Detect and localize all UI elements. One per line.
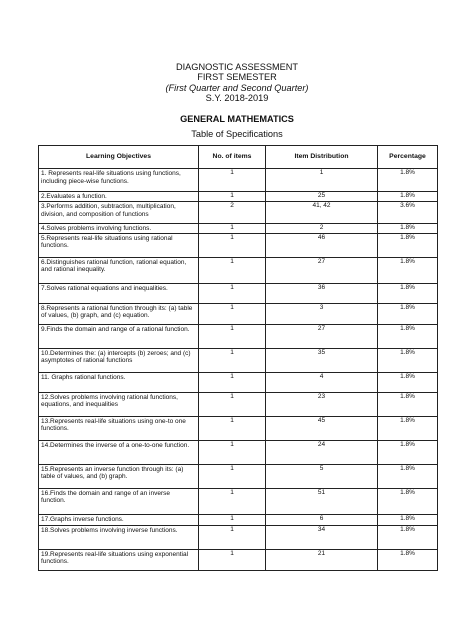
objective-cell: 8.Represents a rational function through its: (a) table of values, (b) graph, and (c) equation. [39, 303, 199, 324]
objective-cell: 10.Determines the: (a) intercepts (b) zeroes; and (c) asymptotes of rational functions [39, 348, 199, 372]
header-line-1: DIAGNOSTIC ASSESSMENT [175, 62, 298, 72]
percentage-cell: 1.8% [378, 464, 438, 488]
percentage-cell: 1.8% [378, 192, 438, 202]
distribution-cell: 25 [266, 192, 378, 202]
table-title: Table of Specifications [191, 129, 283, 139]
objective-cell: 17.Graphs inverse functions. [39, 514, 199, 525]
items-cell: 1 [199, 224, 266, 234]
header-line-2: FIRST SEMESTER [197, 72, 277, 83]
items-cell: 1 [199, 416, 266, 440]
objective-cell: 16.Finds the domain and range of an inverse function. [39, 488, 199, 514]
objective-cell: 6.Distinguishes rational function, rational equation, and rational inequality. [39, 257, 199, 283]
table-row [39, 392, 438, 416]
distribution-cell: 21 [266, 549, 378, 570]
table-row [39, 233, 438, 257]
distribution-cell: 23 [266, 392, 378, 416]
distribution-cell: 34 [266, 525, 378, 549]
document-header [0, 62, 474, 104]
subject-title: GENERAL MATHEMATICS [180, 114, 294, 124]
table-header-row [39, 146, 438, 169]
column-header-items: No. of items [199, 146, 266, 169]
items-cell: 1 [199, 169, 266, 192]
distribution-cell: 5 [266, 464, 378, 488]
items-cell: 1 [199, 464, 266, 488]
items-cell: 1 [199, 488, 266, 514]
percentage-cell: 1.8% [378, 169, 438, 192]
percentage-cell: 1.8% [378, 416, 438, 440]
table-row [39, 303, 438, 324]
percentage-cell: 1.8% [378, 257, 438, 283]
objective-cell: 15.Represents an inverse function through its: (a) table of values, and (b) graph. [39, 464, 199, 488]
distribution-cell: 6 [266, 514, 378, 525]
items-cell: 2 [199, 202, 266, 224]
column-header-distribution: Item Distribution [266, 146, 378, 169]
distribution-cell: 4 [266, 372, 378, 392]
items-cell: 1 [199, 283, 266, 303]
items-cell: 1 [199, 257, 266, 283]
objective-cell: 18.Solves problems involving inverse functions. [39, 525, 199, 549]
items-cell: 1 [199, 372, 266, 392]
table-row [39, 348, 438, 372]
distribution-cell: 51 [266, 488, 378, 514]
objective-cell: 11. Graphs rational functions. [39, 372, 199, 392]
objective-cell: 9.Finds the domain and range of a rational function. [39, 324, 199, 348]
items-cell: 1 [199, 324, 266, 348]
percentage-cell: 1.8% [378, 372, 438, 392]
percentage-cell: 1.8% [378, 348, 438, 372]
table-row [39, 283, 438, 303]
table-row [39, 372, 438, 392]
percentage-cell: 3.6% [378, 202, 438, 224]
items-cell: 1 [199, 348, 266, 372]
objective-cell: 4.Solves problems involving functions. [39, 224, 199, 234]
distribution-cell: 46 [266, 233, 378, 257]
objective-cell: 14.Determines the inverse of a one-to-one function. [39, 440, 199, 464]
items-cell: 1 [199, 525, 266, 549]
items-cell: 1 [199, 549, 266, 570]
distribution-cell: 41, 42 [266, 202, 378, 224]
table-row [39, 440, 438, 464]
table-row [39, 416, 438, 440]
objective-cell: 5.Represents real-life situations using rational functions. [39, 233, 199, 257]
table-row [39, 202, 438, 224]
objective-cell: 12.Solves problems involving rational functions, equations, and inequalities [39, 392, 199, 416]
distribution-cell: 45 [266, 416, 378, 440]
distribution-cell: 2 [266, 224, 378, 234]
column-header-percentage: Percentage [378, 146, 438, 169]
percentage-cell: 1.8% [378, 514, 438, 525]
objective-cell: 2.Evaluates a function. [39, 192, 199, 202]
distribution-cell: 36 [266, 283, 378, 303]
percentage-cell: 1.8% [378, 525, 438, 549]
percentage-cell: 1.8% [378, 233, 438, 257]
distribution-cell: 27 [266, 257, 378, 283]
distribution-cell: 27 [266, 324, 378, 348]
table-row [39, 224, 438, 234]
percentage-cell: 1.8% [378, 303, 438, 324]
header-line-4: S.Y. 2018-2019 [205, 93, 269, 104]
items-cell: 1 [199, 192, 266, 202]
items-cell: 1 [199, 514, 266, 525]
table-row [39, 488, 438, 514]
table-row [39, 324, 438, 348]
distribution-cell: 35 [266, 348, 378, 372]
items-cell: 1 [199, 303, 266, 324]
objective-cell: 19.Represents real-life situations using exponential functions. [39, 549, 199, 570]
table-row [39, 514, 438, 525]
table-row [39, 257, 438, 283]
percentage-cell: 1.8% [378, 549, 438, 570]
objective-cell: 1. Represents real-life situations using functions, including piece-wise functions. [39, 169, 199, 192]
percentage-cell: 1.8% [378, 440, 438, 464]
column-header-objectives: Learning Objectives [39, 146, 199, 169]
percentage-cell: 1.8% [378, 392, 438, 416]
percentage-cell: 1.8% [378, 324, 438, 348]
specification-table [38, 145, 438, 571]
distribution-cell: 3 [266, 303, 378, 324]
objective-cell: 7.Solves rational equations and inequalities. [39, 283, 199, 303]
objective-cell: 3.Performs addition, subtraction, multiplication, division, and composition of functions [39, 202, 199, 224]
percentage-cell: 1.8% [378, 488, 438, 514]
percentage-cell: 1.8% [378, 224, 438, 234]
table-row [39, 549, 438, 570]
items-cell: 1 [199, 392, 266, 416]
header-line-3: (First Quarter and Second Quarter) [165, 82, 309, 93]
table-row [39, 525, 438, 549]
distribution-cell: 24 [266, 440, 378, 464]
distribution-cell: 1 [266, 169, 378, 192]
objective-cell: 13.Represents real-life situations using one-to one functions. [39, 416, 199, 440]
items-cell: 1 [199, 233, 266, 257]
table-row [39, 169, 438, 192]
table-row [39, 192, 438, 202]
items-cell: 1 [199, 440, 266, 464]
table-row [39, 464, 438, 488]
percentage-cell: 1.8% [378, 283, 438, 303]
